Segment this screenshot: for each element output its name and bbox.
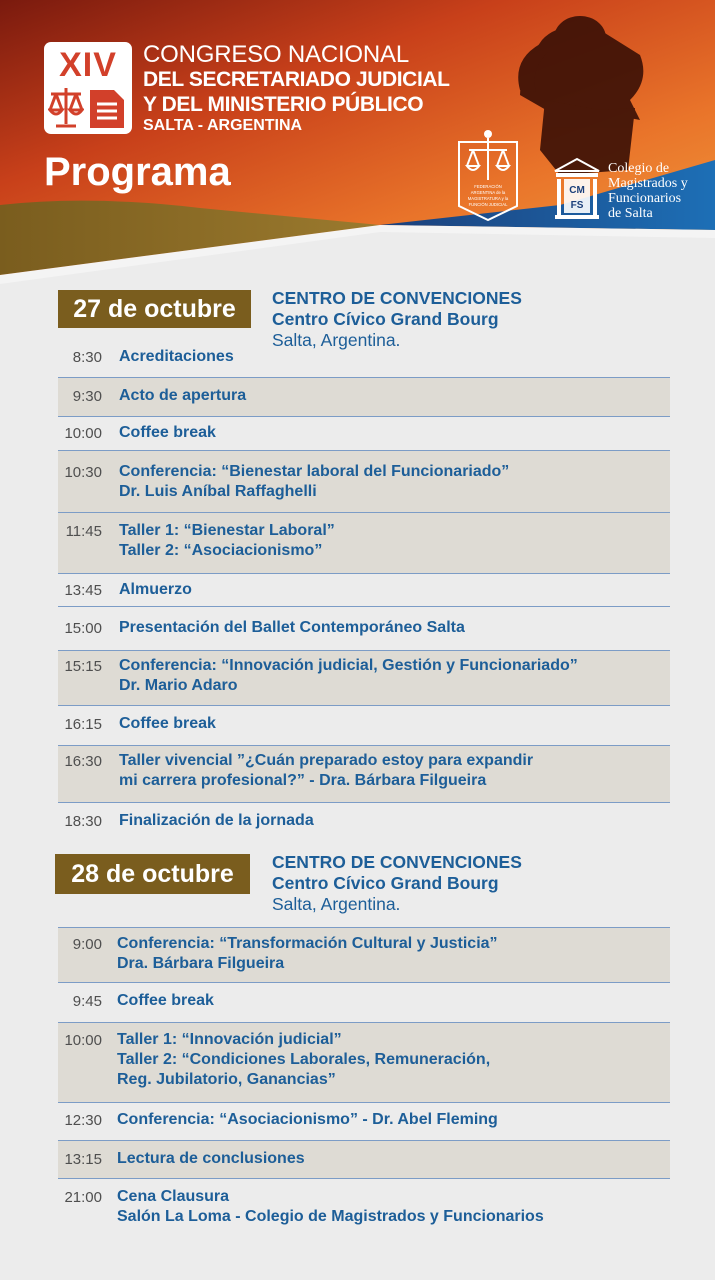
schedule-row bbox=[58, 450, 670, 512]
event-line: Acto de apertura bbox=[119, 387, 247, 404]
day-2-schedule bbox=[58, 927, 670, 1238]
congress-subtitle-1: DEL SECRETARIADO JUDICIAL bbox=[143, 68, 450, 91]
event-line: mi carrera profesional?” - Dra. Bárbara Filgueira bbox=[119, 772, 487, 789]
event-line: Conferencia: “Transformación Cultural y Justicia” bbox=[117, 935, 498, 952]
day-1-date-badge: 27 de octubre bbox=[58, 290, 251, 328]
colegio-line-4: de Salta bbox=[608, 206, 653, 221]
event-time: 13:45 bbox=[64, 582, 102, 599]
day-1-schedule bbox=[58, 340, 670, 836]
event-time: 9:30 bbox=[72, 388, 102, 405]
federacion-line-2: ARGENTINA de la bbox=[470, 190, 506, 195]
day-1-venue-city: Salta, Argentina. bbox=[272, 330, 401, 350]
congress-subtitle-2: Y DEL MINISTERIO PÚBLICO bbox=[143, 93, 424, 116]
day-2-venue-city: Salta, Argentina. bbox=[272, 894, 401, 914]
page-title: Programa bbox=[44, 150, 231, 194]
event-line: Salón La Loma - Colegio de Magistrados y Funcionarios bbox=[117, 1208, 544, 1225]
edition-number: XIV bbox=[59, 46, 117, 84]
schedule-row bbox=[58, 982, 670, 1022]
schedule-row bbox=[58, 1178, 670, 1238]
colegio-line-3: Funcionarios bbox=[608, 191, 682, 206]
schedule-row bbox=[58, 340, 670, 377]
event-time: 13:15 bbox=[64, 1151, 102, 1168]
schedule-row bbox=[58, 377, 670, 416]
event-line: Reg. Jubilatorio, Ganancias” bbox=[117, 1071, 336, 1088]
event-line: Dr. Mario Adaro bbox=[119, 677, 238, 694]
event-line: Taller 1: “Bienestar Laboral” bbox=[119, 522, 335, 539]
day-1-venue-name: CENTRO DE CONVENCIONES bbox=[272, 288, 522, 308]
event-line: Taller 2: “Condiciones Laborales, Remuneración, bbox=[117, 1051, 491, 1068]
event-time: 15:15 bbox=[64, 658, 102, 675]
event-time: 9:45 bbox=[72, 993, 102, 1010]
day-2-venue-name: CENTRO DE CONVENCIONES bbox=[272, 852, 522, 872]
schedule-row bbox=[58, 512, 670, 573]
event-line: Taller 1: “Innovación judicial” bbox=[117, 1031, 342, 1048]
schedule-row bbox=[58, 802, 670, 836]
event-line: Coffee break bbox=[119, 715, 216, 732]
event-time: 8:30 bbox=[72, 349, 102, 366]
cmfs-logo bbox=[553, 157, 601, 221]
event-time: 21:00 bbox=[64, 1189, 102, 1206]
schedule-row bbox=[58, 745, 670, 802]
schedule-row bbox=[58, 1102, 670, 1140]
federacion-logo bbox=[455, 128, 521, 224]
colegio-line-2: Magistrados y bbox=[608, 176, 688, 191]
event-line: Conferencia: “Innovación judicial, Gestión y Funcionariado” bbox=[119, 657, 578, 674]
schedule-row bbox=[58, 650, 670, 705]
event-line: Coffee break bbox=[117, 992, 214, 1009]
cmfs-line-1: CM bbox=[569, 185, 585, 196]
colegio-name bbox=[608, 161, 688, 221]
event-line: Lectura de conclusiones bbox=[117, 1150, 305, 1167]
congress-location: SALTA - ARGENTINA bbox=[143, 117, 303, 134]
event-time: 18:30 bbox=[64, 813, 102, 830]
event-line: Acreditaciones bbox=[119, 348, 234, 365]
event-line: Finalización de la jornada bbox=[119, 812, 314, 829]
colegio-line-1: Colegio de bbox=[608, 161, 670, 176]
event-line: Taller vivencial ”¿Cuán preparado estoy para expandir bbox=[119, 752, 534, 769]
event-line: Cena Clausura bbox=[117, 1188, 230, 1205]
schedule-row bbox=[58, 573, 670, 606]
event-line: Taller 2: “Asociacionismo” bbox=[119, 542, 323, 559]
event-time: 9:00 bbox=[72, 936, 102, 953]
event-line: Conferencia: “Bienestar laboral del Funcionariado” bbox=[119, 463, 510, 480]
cmfs-line-2: FS bbox=[570, 200, 584, 211]
federacion-line-3: MAGISTRATURA y la bbox=[467, 196, 509, 201]
schedule-row bbox=[58, 416, 670, 450]
header-banner bbox=[0, 0, 715, 290]
day-2-date-badge: 28 de octubre bbox=[55, 854, 250, 894]
congress-title: CONGRESO NACIONAL bbox=[143, 41, 409, 68]
event-line: Presentación del Ballet Contemporáneo Salta bbox=[119, 619, 465, 636]
schedule-row bbox=[58, 606, 670, 650]
event-time: 16:30 bbox=[64, 753, 102, 770]
schedule-row bbox=[58, 1022, 670, 1102]
event-time: 10:00 bbox=[64, 425, 102, 442]
event-line: Almuerzo bbox=[119, 581, 192, 598]
day-2-venue-place: Centro Cívico Grand Bourg bbox=[272, 873, 499, 893]
schedule-row bbox=[58, 927, 670, 982]
event-time: 11:45 bbox=[65, 523, 102, 540]
event-time: 16:15 bbox=[64, 716, 102, 733]
federacion-line-1: FEDERACIÓN bbox=[474, 184, 502, 189]
day-1-venue-place: Centro Cívico Grand Bourg bbox=[272, 309, 499, 329]
scale-icon bbox=[48, 86, 84, 130]
event-line: Dra. Bárbara Filgueira bbox=[117, 955, 285, 972]
event-time: 10:00 bbox=[64, 1032, 102, 1049]
event-time: 10:30 bbox=[64, 464, 102, 481]
schedule-row bbox=[58, 705, 670, 745]
federacion-line-4: FUNCIÓN JUDICIAL bbox=[468, 202, 508, 207]
event-line: Conferencia: “Asociacionismo” - Dr. Abel Fleming bbox=[117, 1111, 498, 1128]
event-time: 12:30 bbox=[64, 1112, 102, 1129]
event-line: Dr. Luis Aníbal Raffaghelli bbox=[119, 483, 317, 500]
document-icon bbox=[88, 88, 126, 130]
schedule-row bbox=[58, 1140, 670, 1178]
event-time: 15:00 bbox=[64, 620, 102, 637]
day-2-venue bbox=[272, 852, 522, 915]
event-line: Coffee break bbox=[119, 424, 216, 441]
